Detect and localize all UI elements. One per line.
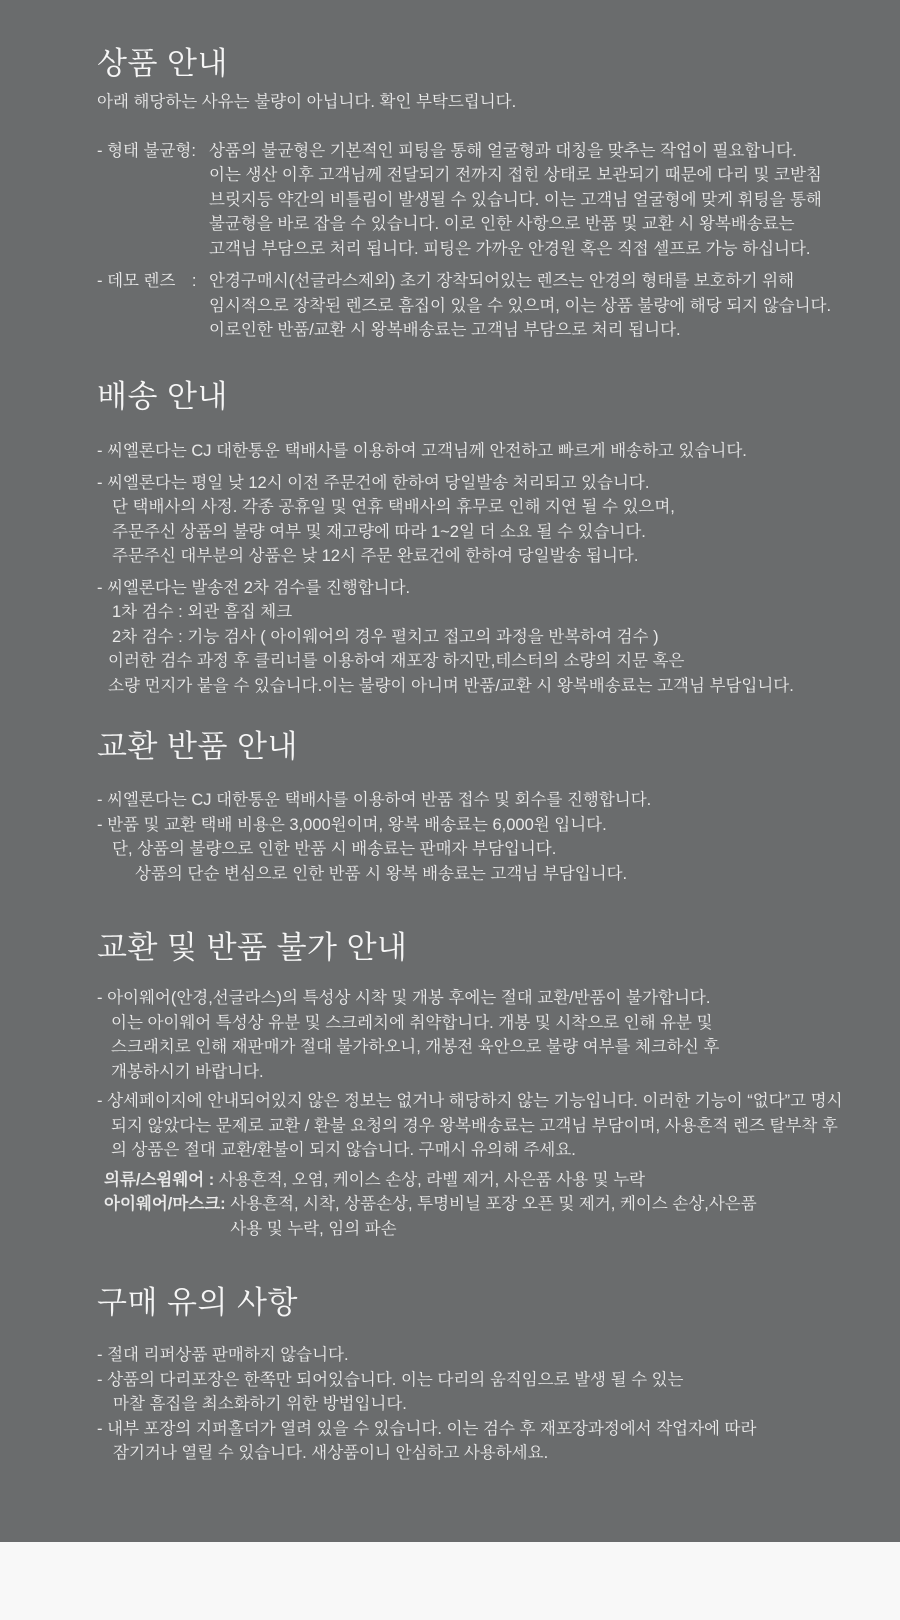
no-exchange-title: 교환 및 반품 불가 안내: [97, 930, 408, 965]
text-line: 이는 아이웨어 특성상 유분 및 스크레치에 취약합니다. 개봉 및 시착으로 인해 유분 및: [111, 1013, 713, 1032]
text-line: - 반품 및 교환 택배 비용은 3,000원이며, 왕복 배송료는 6,000원 입니다.: [97, 815, 607, 834]
product-guide-section: [97, 44, 880, 343]
no-exchange-bullet-1: [97, 986, 880, 1084]
text-line: 이러한 검수 과정 후 클리너를 이용하여 재포장 하지만,테스터의 소량의 지문 혹은: [108, 652, 685, 670]
text-line: - 상품의 다리포장은 한쪽만 되어있습니다. 이는 다리의 움직임으로 발생 될 수 있는: [97, 1370, 684, 1389]
shipping-guide-section: [97, 377, 880, 698]
clothing-restriction-text: 사용흔적, 오염, 케이스 손상, 라벨 제거, 사은품 사용 및 누락: [218, 1170, 646, 1189]
product-guide-title: 상품 안내: [97, 46, 228, 81]
text-line: 스크래치로 인해 재판매가 절대 불가하오니, 개봉전 육안으로 불량 여부를 체크하신 후: [111, 1038, 720, 1056]
bottom-light-strip: [0, 1542, 900, 1620]
text-line: - 씨엘론다는 발송전 2차 검수를 진행합니다.: [97, 578, 411, 597]
text-line: 이로인한 반품/교환 시 왕복배송료는 고객님 부담으로 처리 됩니다.: [209, 321, 681, 339]
product-guide-intro: 아래 해당하는 사유는 불량이 아닙니다. 확인 부탁드립니다.: [97, 93, 517, 111]
text-line: 임시적으로 장착된 렌즈로 흠집이 있을 수 있으며, 이는 상품 불량에 해당 되지 않습니다.: [209, 296, 832, 315]
text-line: 소량 먼지가 붙을 수 있습니다.이는 불량이 아니며 반품/교환 시 왕복배송료는 고객님 부담입니다.: [108, 676, 794, 695]
eyewear-restriction-text: [230, 1192, 880, 1241]
text-line: 상품의 불균형은 기본적인 피팅을 통해 얼굴형과 대칭을 맞추는 작업이 필요합니다.: [209, 141, 797, 160]
text-line: 불균형을 바로 잡을 수 있습니다. 이로 인한 사항으로 반품 및 교환 시 왕복배송료는: [209, 215, 795, 233]
text-line: 안경구매시(선글라스제외) 초기 장착되어있는 렌즈는 안경의 형태를 보호하기 위해: [209, 272, 795, 290]
text-line: 사용 및 누락, 임의 파손: [230, 1219, 397, 1238]
clothing-restriction-label: 의류/스윔웨어 :: [104, 1170, 219, 1189]
text-line: 브릿지등 약간의 비틀림이 발생될 수 있습니다. 이는 고객님 얼굴형에 맞게 휘팅을 통해: [209, 190, 822, 209]
text-line: 사용흔적, 시착, 상품손상, 투명비닐 포장 오픈 및 제거, 케이스 손상,사은품: [230, 1195, 757, 1213]
purchase-caution-title: 구매 유의 사항: [97, 1285, 298, 1320]
shipping-bullet-2: [97, 471, 880, 569]
purchase-caution-lines: [97, 1343, 880, 1466]
text-line: 개봉하시기 바랍니다.: [111, 1062, 264, 1081]
text-line: - 아이웨어(안경,선글라스)의 특성상 시착 및 개봉 후에는 절대 교환/반품이 불가합니다.: [97, 989, 711, 1007]
text-line: 주문주신 상품의 불량 여부 및 재고량에 따라 1~2일 더 소요 될 수 있습니다.: [112, 522, 646, 541]
exchange-return-title: 교환 반품 안내: [97, 729, 298, 764]
fit-imbalance-label: - 형태 불균형:: [97, 141, 196, 160]
eyewear-restriction-label: 아이웨어/마스크:: [104, 1195, 231, 1213]
text-line: - 씨엘론다는 CJ 대한통운 택배사를 이용하여 반품 접수 및 회수를 진행합니다.: [97, 791, 652, 809]
text-line: - 상세페이지에 안내되어있지 않은 정보는 없거나 해당하지 않는 기능입니다. 이러한 기능이 “없다”고 명시: [97, 1092, 843, 1110]
purchase-caution-section: [97, 1283, 880, 1466]
text-line: 되지 않았다는 문제로 교환 / 환불 요청의 경우 왕복배송료는 고객님 부담이며, 사용흔적 렌즈 탈부착 후: [111, 1116, 838, 1135]
demo-lens-item: [97, 269, 880, 343]
text-line: 단 택배사의 사정. 각종 공휴일 및 연휴 택배사의 휴무로 인해 지연 될 수 있으며,: [112, 498, 675, 516]
no-exchange-bullet-2: [97, 1089, 880, 1163]
text-line: - 내부 포장의 지퍼홀더가 열려 있을 수 있습니다. 이는 검수 후 재포장과정에서 작업자에 따라: [97, 1419, 757, 1438]
fit-imbalance-item: [97, 139, 880, 262]
clothing-restriction-row: [104, 1168, 880, 1193]
text-line: 상품의 단순 변심으로 인한 반품 시 왕복 배송료는 고객님 부담입니다.: [135, 864, 628, 883]
shipping-bullet-3: [97, 576, 880, 699]
text-line: - 씨엘론다는 평일 낮 12시 이전 주문건에 한하여 당일발송 처리되고 있습니다.: [97, 473, 650, 492]
category-restrictions: [97, 1168, 880, 1242]
fit-imbalance-body: [209, 139, 880, 262]
shipping-guide-title: 배송 안내: [97, 379, 228, 414]
text-line: 잠기거나 열릴 수 있습니다. 새상품이니 안심하고 사용하세요.: [113, 1444, 549, 1462]
text-line: - 절대 리퍼상품 판매하지 않습니다.: [97, 1346, 349, 1364]
exchange-lines: [97, 788, 880, 886]
text-line: 이는 생산 이후 고객님께 전달되기 전까지 접힌 상태로 보관되기 때문에 다리 및 코받침: [209, 166, 822, 184]
demo-lens-body: [209, 269, 880, 343]
text-line: 단, 상품의 불량으로 인한 반품 시 배송료는 판매자 부담입니다.: [112, 840, 557, 858]
eyewear-restriction-row: [104, 1192, 880, 1241]
text-line: 고객님 부담으로 처리 됩니다. 피팅은 가까운 안경원 혹은 직접 셀프로 가능 하십니다.: [209, 239, 811, 258]
demo-lens-label: - 데모 렌즈 :: [97, 272, 197, 290]
shipping-bullet-1: - 씨엘론다는 CJ 대한통운 택배사를 이용하여 고객님께 안전하고 빠르게 배송하고 있습니다.: [97, 442, 747, 460]
text-line: 2차 검수 : 기능 검사 ( 아이웨어의 경우 펼치고 접고의 과정을 반복하여 검수 ): [112, 627, 659, 646]
text-line: 마찰 흠집을 최소화하기 위한 방법입니다.: [113, 1395, 407, 1413]
no-exchange-section: [97, 928, 880, 1241]
exchange-return-section: [97, 727, 880, 886]
text-line: 1차 검수 : 외관 흠집 체크: [112, 603, 293, 621]
text-line: 주문주신 대부분의 상품은 낮 12시 주문 완료건에 한하여 당일발송 됩니다.: [112, 547, 639, 565]
text-line: 의 상품은 절대 교환/환불이 되지 않습니다. 구매시 유의해 주세요.: [111, 1141, 576, 1159]
